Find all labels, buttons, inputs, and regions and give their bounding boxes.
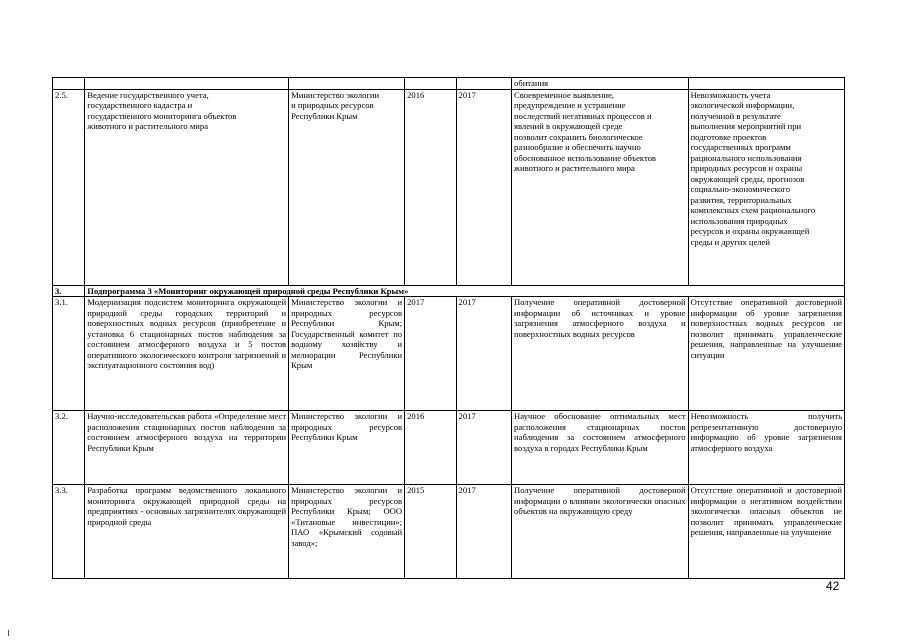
table-row (53, 297, 845, 411)
cell-num: 2.5. (53, 89, 85, 285)
cell-start: 2016 (405, 411, 456, 485)
cell-end: 2017 (456, 297, 511, 411)
table-row (53, 411, 845, 485)
cell-num: 3.3. (53, 485, 85, 579)
cell-title: Ведение государственного учета, государственного кадастра и государственного мониторинга объектов животного и растительного мира (85, 89, 289, 285)
cell-executor (289, 78, 405, 90)
table-row (53, 89, 845, 285)
cell-start: 2015 (405, 485, 456, 579)
cell-end: 2017 (456, 485, 511, 579)
cell-consequence: Отсутствие оперативной и достоверной информации о негативном воздействии экологически опасных объектов не позволит принимать управленческие решения, направленные на улучшение (688, 485, 844, 579)
program-table (52, 77, 845, 579)
cell-consequence: Невозможность учета экологической информации, полученной в результате выполнения мероприятий при подготовке проектов государственных программ рационального использования природных ресурсов и охраны окружающей среды, прогнозов социально-экономического развития, территориальных комплексных схем рационального использования природных ресурсов и охраны окружающей среды и других целей (688, 89, 844, 285)
page-number: 42 (826, 579, 840, 593)
cell-num: 3.2. (53, 411, 85, 485)
cell-executor: Министерство экологии и природных ресурсов Республики Крым (289, 411, 405, 485)
cell-result: обитания (512, 78, 689, 90)
cell-consequence: Отсутствие оперативной достоверной информации об уровне загрязнения поверхностных водных ресурсов не позволит принимать управленческие решения, направленные на улучшение ситуации (688, 297, 844, 411)
cell-result: Получение оперативной достоверной информации о влиянии экологически опасных объектов на окружающую среду (512, 485, 689, 579)
cell-title (85, 78, 289, 90)
cell-end (456, 78, 511, 90)
cell-end: 2017 (456, 89, 511, 285)
table-row (53, 78, 845, 90)
cell-title: Модернизация подсистем мониторинга окружающей природной среды городских территорий и поверхностных водных ресурсов (приобретение и установка 6 стационарных постов наблюдения за состоянием атмосферного воздуха и 5 постов оперативного экологического контроля загрязнений и эксплуатационного состояния вод) (85, 297, 289, 411)
cell-consequence: Невозможность получить репрезентативную достоверную информацию об уровне загрязнения атмосферного воздуха (688, 411, 844, 485)
scan-mark (8, 630, 9, 636)
table-row (53, 485, 845, 579)
cell-start: 2017 (405, 297, 456, 411)
cell-num (53, 78, 85, 90)
cell-result: Своевременное выявление, предупреждение и устранение последствий негативных процессов и явлений в окружающей среде позволит сохранить биологическое разнообразие и обеспечить научно обоснованное использование объектов животного и растительного мира (512, 89, 689, 285)
cell-result: Научное обоснование оптимальных мест расположения стационарных постов наблюдения за состоянием атмосферного воздуха в городах Республики Крым (512, 411, 689, 485)
cell-result: Получение оперативной достоверной информации об источниках и уровне загрязнения атмосферного воздуха и поверхностных водных ресурсов (512, 297, 689, 411)
cell-title: Научно-исследовательская работа «Определение мест расположения стационарных постов наблюдения за состоянием атмосферного воздуха на территории Республики Крым (85, 411, 289, 485)
cell-executor: Министерство экологии и природных ресурсов Республики Крым; Государственный комитет по водному хозяйству и мелиорации Республики Крым (289, 297, 405, 411)
section-row (53, 285, 845, 297)
cell-start: 2016 (405, 89, 456, 285)
cell-end: 2017 (456, 411, 511, 485)
cell-consequence (688, 78, 844, 90)
cell-title: Разработка программ ведомственного локального мониторинга окружающей природной среды на предприятиях - основных загрязнителях окружающей природной среды (85, 485, 289, 579)
cell-executor: Министерство экологии и природных ресурсов Республики Крым (289, 89, 405, 285)
section-num: 3. (53, 285, 85, 297)
cell-start (405, 78, 456, 90)
section-title: Подпрограмма 3 «Мониторинг окружающей природной среды Республики Крым» (85, 285, 845, 297)
cell-executor: Министерство экологии и природных ресурсов Республики Крым; ООО «Титановые инвестиции»; ПАО «Крымский содовый завод»; (289, 485, 405, 579)
cell-num: 3.1. (53, 297, 85, 411)
